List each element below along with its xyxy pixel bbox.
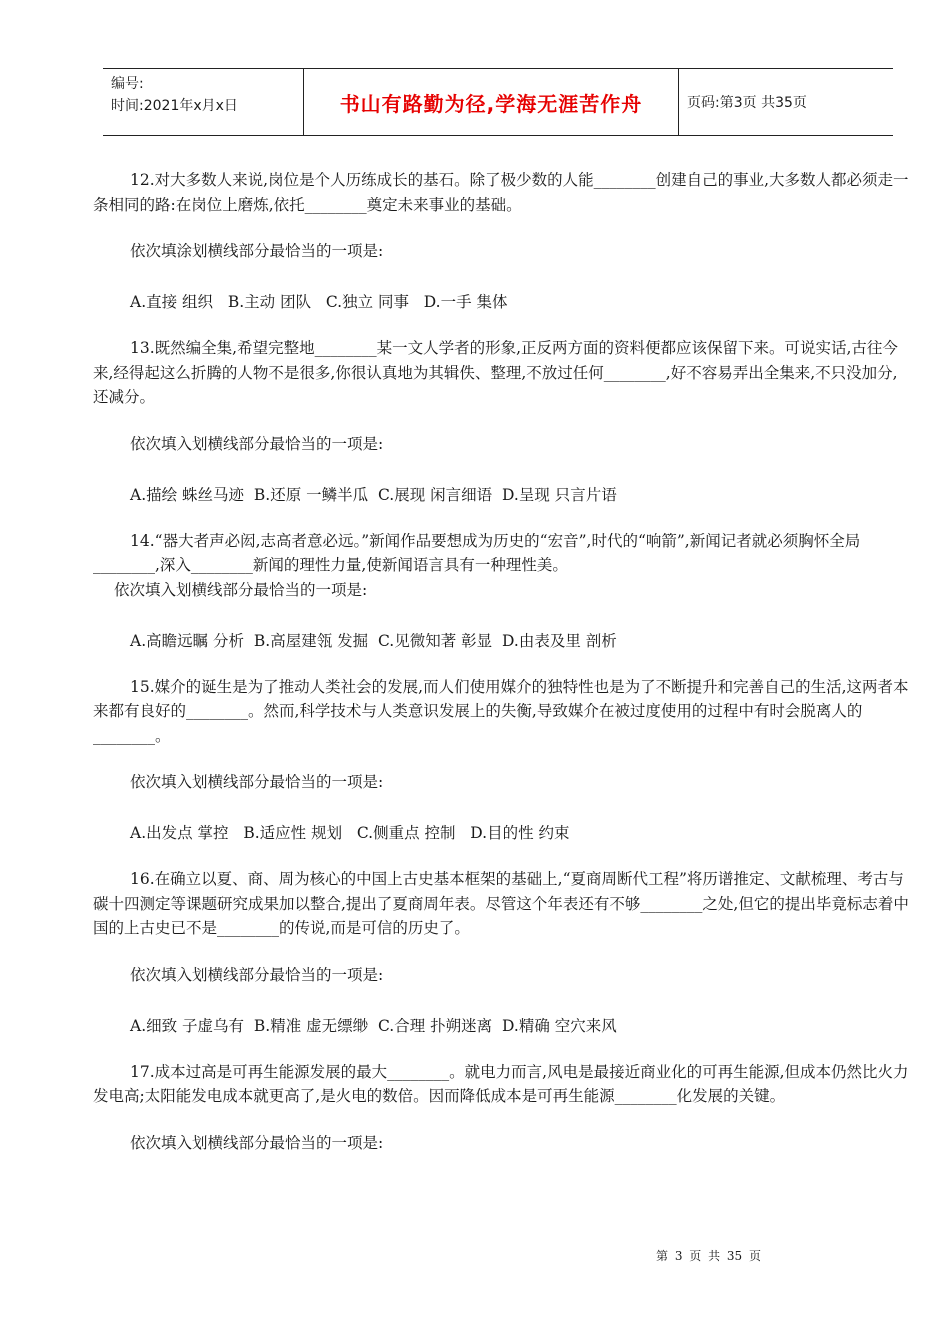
page-label: 页码:第3页 共35页: [687, 95, 807, 111]
code-label: 编号:: [111, 76, 144, 92]
question-12-options: A.直接 组织 B.主动 团队 C.独立 同事 D.一手 集体: [130, 293, 508, 311]
header-page-cell: [679, 69, 893, 135]
document-body: [93, 160, 913, 1155]
question-16-prompt: 依次填入划横线部分最恰当的一项是:: [130, 965, 384, 984]
question-16-text: 16.在确立以夏、商、周为核心的中国上古史基本框架的基础上,“夏商周断代工程”将历谱推定、文献梳理、考古与碳十四测定等课题研究成果加以整合,提出了夏商周年表。尽管这个年表还有不够________之处,但它的提出毕竟标志着中国的上古史已不是________的传说,而是可信的历史了。: [93, 870, 909, 937]
question-17-text: 17.成本过高是可再生能源发展的最大________。就电力而言,风电是最接近商业化的可再生能源,但成本仍然比火力发电高;太阳能发电成本就更高了,是火电的数倍。因而降低成本是可再生能源________化发展的关键。: [93, 1062, 909, 1105]
question-15-options: A.出发点 掌控 B.适应性 规划 C.侧重点 控制 D.目的性 约束: [130, 824, 570, 842]
question-17-prompt: 依次填入划横线部分最恰当的一项是:: [130, 1133, 384, 1152]
question-15-prompt: 依次填入划横线部分最恰当的一项是:: [130, 773, 384, 791]
page-footer: 第 3 页 共 35 页: [656, 1249, 761, 1263]
time-label: 时间:2021年x月x日: [111, 98, 238, 114]
question-12-text: 12.对大多数人来说,岗位是个人历练成长的基石。除了极少数的人能________创建自己的事业,大多数人都必须走一条相同的路:在岗位上磨炼,依托________奠定未来事业的基础。: [93, 171, 909, 214]
header-meta: [103, 69, 304, 135]
motto: 书山有路勤为径,学海无涯苦作舟: [339, 91, 643, 116]
question-15-text: 15.媒介的诞生是为了推动人类社会的发展,而人们使用媒介的独特性也是为了不断提升和完善自己的生活,这两者本来都有良好的________。然而,科学技术与人类意识发展上的失衡,导致媒介在被过度使用的过程中有时会脱离人的________。: [93, 677, 909, 745]
question-13-options: A.描绘 蛛丝马迹 B.还原 一鳞半瓜 C.展现 闲言细语 D.呈现 只言片语: [130, 485, 617, 504]
header-motto-cell: [304, 69, 679, 135]
question-12-prompt: 依次填涂划横线部分最恰当的一项是:: [130, 242, 384, 260]
question-14-options: A.高瞻远瞩 分析 B.高屋建瓴 发掘 C.见微知著 彰显 D.由表及里 剖析: [130, 631, 617, 650]
page-header: [103, 68, 893, 136]
question-13-prompt: 依次填入划横线部分最恰当的一项是:: [130, 434, 384, 453]
question-14-prompt: 依次填入划横线部分最恰当的一项是:: [114, 580, 368, 599]
question-16-options: A.细致 子虚乌有 B.精准 虚无缥缈 C.合理 扑朔迷离 D.精确 空穴来风: [130, 1016, 617, 1035]
question-13-text: 13.既然编全集,希望完整地________某一文人学者的形象,正反两方面的资料便都应该保留下来。可说实话,古往今来,经得起这么折腾的人物不是很多,你很认真地为其辑佚、整理,不放过任何________,好不容易弄出全集来,不只没加分,还减分。: [93, 339, 898, 406]
question-14-text: 14.“器大者声必闳,志高者意必远。”新闻作品要想成为历史的“宏音”,时代的“响箭”,新闻记者就必须胸怀全局________,深入________新闻的理性力量,使新闻语言具有一种理性美。: [93, 531, 861, 574]
